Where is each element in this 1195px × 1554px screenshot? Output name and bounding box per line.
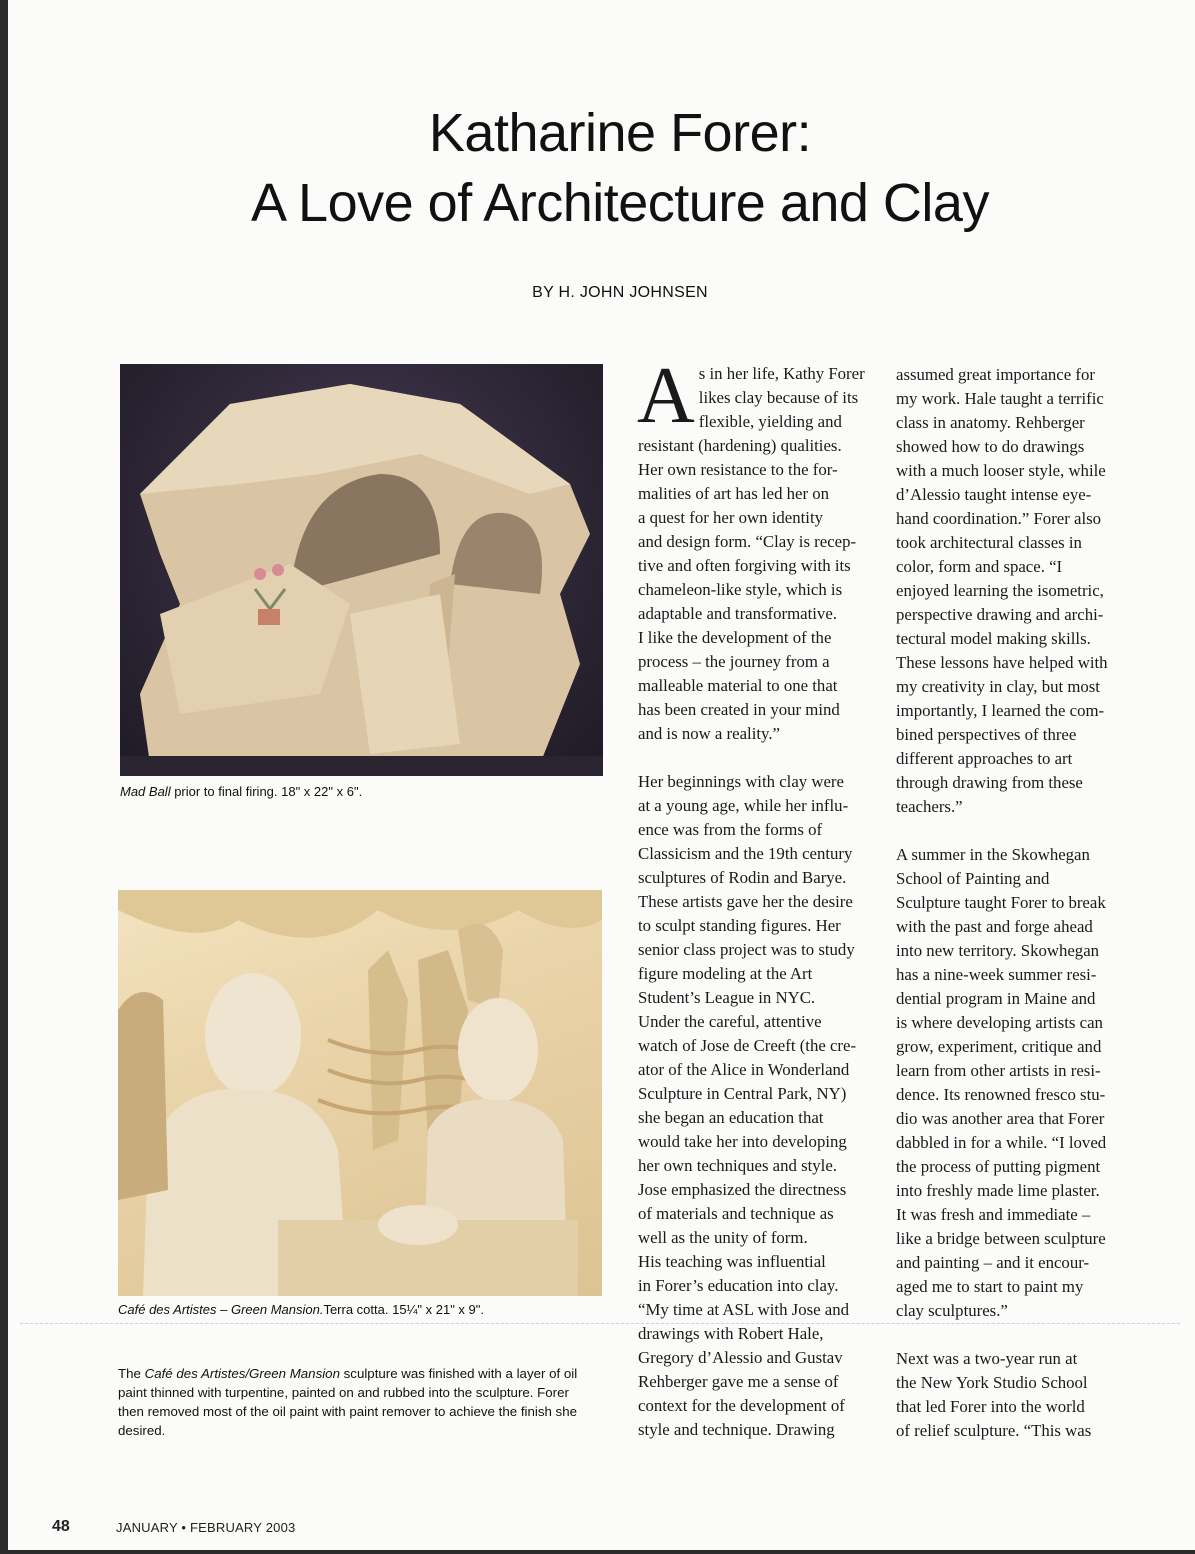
cafe-des-artistes-photo — [118, 890, 602, 1296]
text-line: with the past and forge ahead — [896, 917, 1093, 936]
text-line: and design form. “Clay is recep- — [638, 532, 857, 551]
text-line: These artists gave her the desire — [638, 892, 853, 911]
text-line: hand coordination.” Forer also — [896, 509, 1102, 528]
text-line: tive and often forgiving with its — [638, 556, 851, 575]
text-line: class in anatomy. Rehberger — [896, 413, 1085, 432]
text-line: His teaching was influential — [638, 1252, 826, 1271]
column2-paragraph1 — [896, 363, 1128, 819]
text-line: dio was another area that Forer — [896, 1109, 1105, 1128]
text-line: well as the unity of form. — [638, 1228, 808, 1247]
text-line: into new territory. Skowhegan — [896, 941, 1100, 960]
text-line: grow, experiment, critique and — [896, 1037, 1102, 1056]
text-line: bined perspectives of three — [896, 725, 1077, 744]
text-line: A summer in the Skowhegan — [896, 845, 1090, 864]
text-line: Her own resistance to the for- — [638, 460, 838, 479]
text-line: tectural model making skills. — [896, 629, 1091, 648]
text-line: her own techniques and style. — [638, 1156, 837, 1175]
mad-ball-photo — [120, 364, 603, 776]
text-line: has been created in your mind — [638, 700, 840, 719]
text-line: malities of art has led her on — [638, 484, 830, 503]
text-line: my creativity in clay, but most — [896, 677, 1100, 696]
text-line: my work. Hale taught a terrific — [896, 389, 1104, 408]
text-line: I like the development of the — [638, 628, 832, 647]
text-line: that led Forer into the world — [896, 1397, 1085, 1416]
figure2-caption-details: Terra cotta. 15¼" x 21" x 9". — [323, 1302, 484, 1317]
text-line: drawings with Robert Hale, — [638, 1324, 824, 1343]
article-title-line2: A Love of Architecture and Clay — [251, 173, 989, 233]
text-line: she began an education that — [638, 1108, 824, 1127]
text-line: It was fresh and immediate – — [896, 1205, 1091, 1224]
text-line: has a nine-week summer resi- — [896, 965, 1097, 984]
drop-cap: A — [637, 352, 695, 440]
text-line: Sculpture in Central Park, NY) — [638, 1084, 847, 1103]
text-line: showed how to do drawings — [896, 437, 1085, 456]
text-line: through drawing from these — [896, 773, 1083, 792]
text-line: figure modeling at the Art — [638, 964, 813, 983]
text-line: Classicism and the 19th century — [638, 844, 853, 863]
text-line: ence was from the forms of — [638, 820, 823, 839]
text-line: d’Alessio taught intense eye- — [896, 485, 1092, 504]
text-line: learn from other artists in resi- — [896, 1061, 1101, 1080]
text-line: Gregory d’Alessio and Gustav — [638, 1348, 843, 1367]
text-line: assumed great importance for — [896, 365, 1095, 384]
text-line: senior class project was to study — [638, 940, 855, 959]
text-line: process – the journey from a — [638, 652, 830, 671]
text-line: Her beginnings with clay were — [638, 772, 844, 791]
text-line: with a much looser style, while — [896, 461, 1106, 480]
text-line: like a bridge between sculpture — [896, 1229, 1106, 1248]
text-line: School of Painting and — [896, 869, 1050, 888]
text-line: at a young age, while her influ- — [638, 796, 849, 815]
text-line: and is now a reality.” — [638, 724, 780, 743]
byline: BY H. JOHN JOHNSEN — [532, 284, 708, 301]
column2-paragraph3 — [896, 1347, 1128, 1443]
note-text-after: sculpture was finished with a layer of oil paint thinned with turpentine, painted on and rubbed into the sculpture. Forer then removed most of the oil paint with paint remover to achieve the finish she desired. — [118, 1366, 578, 1438]
text-line: importantly, I learned the com- — [896, 701, 1105, 720]
text-line: to sculpt standing figures. Her — [638, 916, 841, 935]
text-line: is where developing artists can — [896, 1013, 1103, 1032]
note-text-before: The — [118, 1366, 145, 1381]
text-line: resistant (hardening) qualities. — [638, 436, 842, 455]
text-line: These lessons have helped with — [896, 653, 1108, 672]
column2-paragraph2 — [896, 843, 1128, 1323]
figure1-caption-title: Mad Ball — [120, 784, 171, 799]
text-line: Sculpture taught Forer to break — [896, 893, 1106, 912]
text-line: color, form and space. “I — [896, 557, 1063, 576]
text-line: would take her into developing — [638, 1132, 847, 1151]
note-italic-title: Café des Artistes/Green Mansion — [144, 1366, 340, 1381]
text-line: took architectural classes in — [896, 533, 1082, 552]
text-line: ator of the Alice in Wonderland — [638, 1060, 850, 1079]
article-column-2 — [896, 363, 1128, 1443]
text-line: malleable material to one that — [638, 676, 838, 695]
text-line: adaptable and transformative. — [638, 604, 837, 623]
text-line: of relief sculpture. “This was — [896, 1421, 1092, 1440]
text-line: aged me to start to paint my — [896, 1277, 1084, 1296]
text-line: dabbled in for a while. “I loved — [896, 1133, 1107, 1152]
column1-paragraph2 — [638, 770, 868, 1442]
text-line: Student’s League in NYC. — [638, 988, 816, 1007]
text-line: in Forer’s education into clay. — [638, 1276, 839, 1295]
text-line: and painting – and it encour- — [896, 1253, 1090, 1272]
text-line: Rehberger gave me a sense of — [638, 1372, 839, 1391]
article-title-line1: Katharine Forer: — [428, 103, 812, 163]
figure1-caption — [120, 784, 362, 799]
text-line: chameleon-like style, which is — [638, 580, 843, 599]
text-line: the New York Studio School — [896, 1373, 1088, 1392]
text-line: of materials and technique as — [638, 1204, 834, 1223]
text-line: teachers.” — [896, 797, 963, 816]
text-line: Jose emphasized the directness — [638, 1180, 847, 1199]
text-line: “My time at ASL with Jose and — [638, 1300, 849, 1319]
figure2-caption-title: Café des Artistes – Green Mansion. — [118, 1302, 324, 1317]
text-line: different approaches to art — [896, 749, 1073, 768]
text-line: context for the development of — [638, 1396, 845, 1415]
text-line: Next was a two-year run at — [896, 1349, 1078, 1368]
issue-date: JANUARY • FEBRUARY 2003 — [116, 1520, 296, 1535]
text-line: the process of putting pigment — [896, 1157, 1101, 1176]
page-edge-bottom — [0, 1550, 1195, 1554]
article-column-1 — [637, 352, 868, 1442]
text-line: sculptures of Rodin and Barye. — [638, 868, 847, 887]
figure-note — [118, 1364, 598, 1440]
text-line: perspective drawing and archi- — [896, 605, 1104, 624]
text-line: likes clay because of its — [698, 388, 859, 407]
figure2-caption — [118, 1302, 484, 1317]
text-line: Under the careful, attentive — [638, 1012, 822, 1031]
figure1-caption-details: prior to final firing. 18" x 22" x 6". — [170, 784, 363, 799]
text-line: enjoyed learning the isometric, — [896, 581, 1104, 600]
text-line: a quest for her own identity — [638, 508, 824, 527]
text-line: style and technique. Drawing — [638, 1420, 835, 1439]
text-line: s in her life, Kathy Forer — [698, 364, 865, 383]
text-line: flexible, yielding and — [698, 412, 842, 431]
text-line: into freshly made lime plaster. — [896, 1181, 1100, 1200]
text-line: watch of Jose de Creeft (the cre- — [638, 1036, 857, 1055]
text-line: dence. Its renowned fresco stu- — [896, 1085, 1106, 1104]
text-line: dential program in Maine and — [896, 989, 1096, 1008]
text-line: clay sculptures.” — [896, 1301, 1008, 1320]
page-number: 48 — [52, 1518, 70, 1535]
